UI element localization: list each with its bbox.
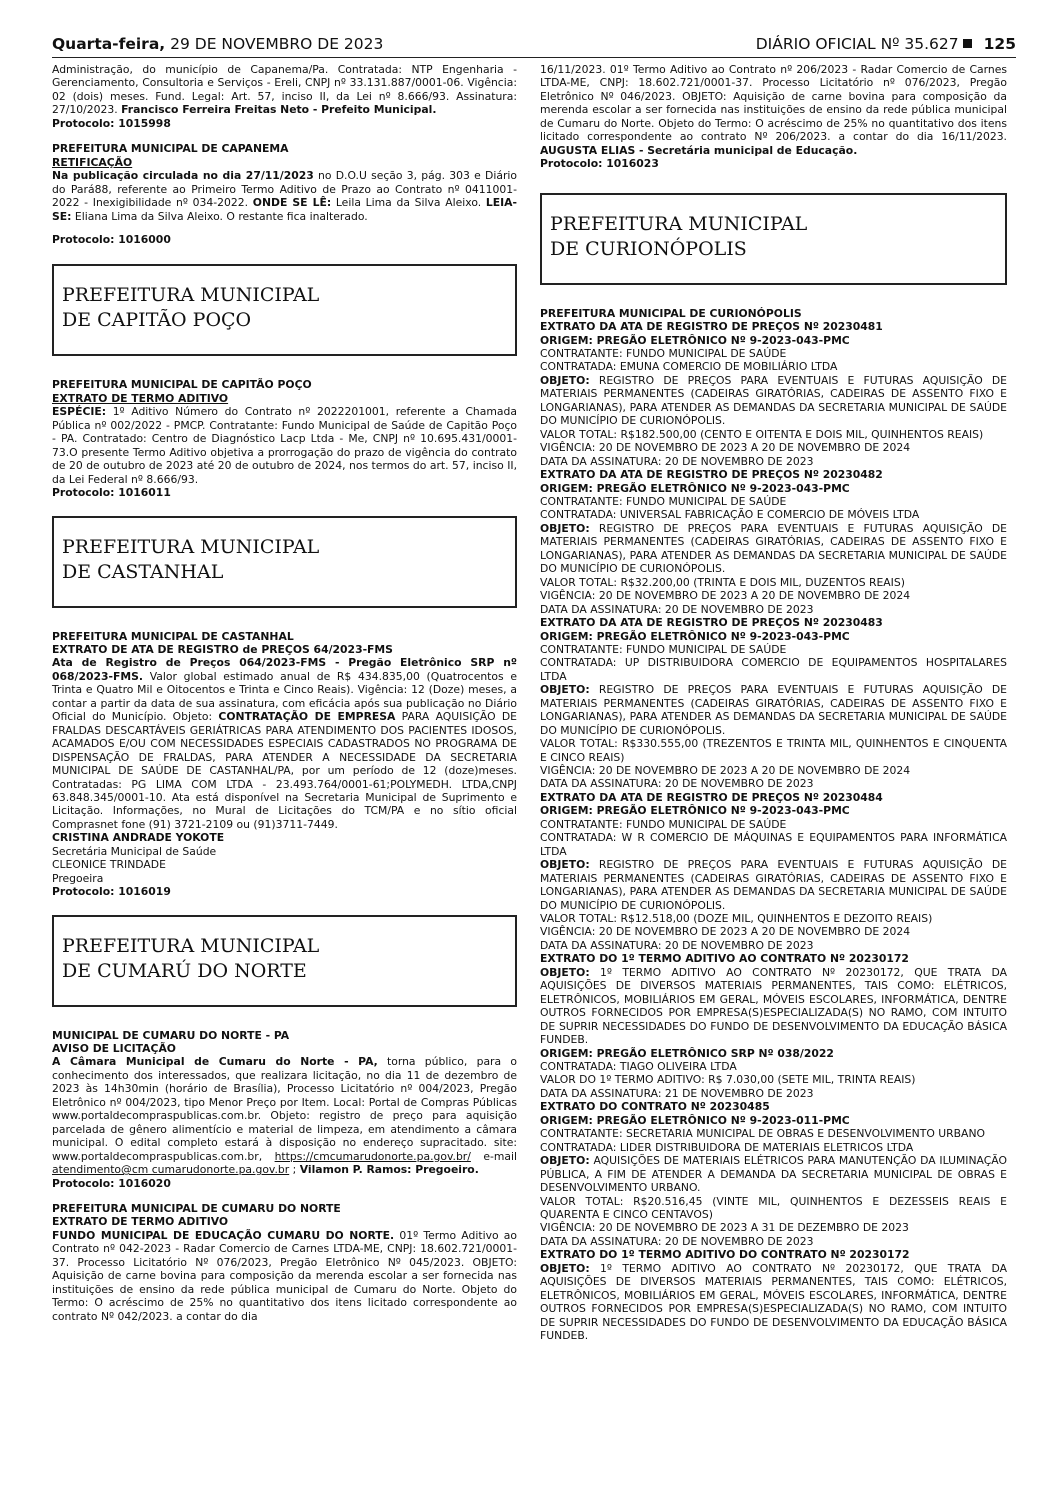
header-journal: DIÁRIO OFICIAL Nº 35.627 125 [755, 35, 1016, 53]
assinatura: DATA DA ASSINATURA: 21 DE NOVEMBRO DE 2023 [540, 1086, 814, 1100]
contratada: CONTRATADA: LIDER DISTRIBUIDORA DE MATERIAIS ELETRICOS LTDA [540, 1140, 914, 1154]
left-column [52, 63, 517, 1323]
box-capitao-poco: PREFEITURA MUNICIPAL DE CAPITÃO POÇO [52, 264, 517, 356]
section-title: PREFEITURA MUNICIPAL DE CUMARU DO NORTE [52, 1202, 341, 1216]
section-title: PREFEITURA MUNICIPAL DE CAPITÃO POÇO [52, 378, 312, 392]
signature-role: Secretária Municipal de Saúde [52, 844, 217, 858]
section-subtitle: AVISO DE LICITAÇÃO [52, 1042, 176, 1056]
assinatura: DATA DA ASSINATURA: 20 DE NOVEMBRO DE 2023 [540, 1234, 814, 1248]
contratante: CONTRATANTE: FUNDO MUNICIPAL DE SAÚDE [540, 494, 787, 508]
protocol: Protocolo: 1016000 [52, 232, 171, 246]
vigencia: VIGÊNCIA: 20 DE NOVEMBRO DE 2023 A 20 DE NOVEMBRO DE 2024 [540, 925, 911, 939]
cumaru-extrato-text: FUNDO MUNICIPAL DE EDUCAÇÃO CUMARU DO NORTE. 01º Termo Aditivo ao Contrato nº 042-2023 - Radar Comercio de Carnes LTDA-ME, CNPJ: 18.602.721/0001-37. Processo Licitatório Nº 076/2023, Pregão Eletrônico Nº 045/2023. OBJETO: Aquisição de carne bovina para composição da merenda escolar a ser fornecida nas instituições de ensino da rede pública municipal de Cumaru do Norte. Objeto do Termo: O acréscimo de 25% no quantitativo dos itens licitado correspondente ao contrato Nº 042/2023. a contar do dia [52, 1228, 517, 1323]
ata-origin: ORIGEM: PREGÃO ELETRÔNICO Nº 9-2023-043-PMC [540, 481, 850, 495]
header-rule [52, 57, 1016, 58]
ata-origin: ORIGEM: PREGÃO ELETRÔNICO Nº 9-2023-043-PMC [540, 333, 850, 347]
assinatura: DATA DA ASSINATURA: 20 DE NOVEMBRO DE 2023 [540, 602, 814, 616]
ata-origin: ORIGEM: PREGÃO ELETRÔNICO Nº 9-2023-043-PMC [540, 804, 850, 818]
capitao-text: ESPÉCIE: 1º Aditivo Número do Contrato nº 2022201001, referente a Chamada Pública nº 002/2022 - PMCP. Contratante: Fundo Municipal de Saúde de Capitão Poço - PA. Contratado: Centro de Diagnóstico Lacp Ltda - Me, CNPJ nº 10.695.431/0001-73.O presente Termo Aditivo objetiva a prorrogação do prazo de vigência do contrato de 20 de outubro de 2023 até 20 de outubro de 2024, nos termos do art. 57, inciso II, da Lei Federal nº 8.666/93. [52, 405, 517, 486]
section-title: PREFEITURA MUNICIPAL DE CASTANHAL [52, 629, 294, 643]
valor: VALOR DO 1º TERMO ADITIVO: R$ 7.030,00 (SETE MIL, TRINTA REAIS) [540, 1073, 916, 1087]
protocol: Protocolo: 1016020 [52, 1176, 171, 1190]
box-curionopolis: PREFEITURA MUNICIPAL DE CURIONÓPOLIS [540, 193, 1007, 285]
ata-title: EXTRATO DA ATA DE REGISTRO DE PREÇOS Nº 20230482 [540, 468, 883, 482]
castanhal-text: Ata de Registro de Preços 064/2023-FMS - Pregão Eletrônico SRP nº 068/2023-FMS. Valor global estimado anual de R$ 434.835,00 (Quatrocentos e Trinta e Quatro Mil e Oitocentos e Trinta e Cinco Reais). Vigência: 12 (Doze) meses, a contar a partir da data de sua assinatura, com eficácia após sua publicação no Diário Oficial do Município. Objeto: CONTRATAÇÃO DE EMPRESA PARA AQUISIÇÃO DE FRALDAS DESCARTÁVEIS GERIÁTRICAS PARA ATENDIMENTO DOS PACIENTES IDOSOS, ACAMADOS E/OU COM NECESSIDADES ESPECIAIS CADASTRADOS NO PROGRAMA DE DISPENSAÇÃO DE FRALDAS, PARA ATENDER A NECESSIDADE DA SECRETARIA MUNICIPAL DE SAÚDE DE CASTANHAL/PA, por um período de 12 (doze)meses. Contratadas: PG LIMA COM LTDA - 23.493.764/0001-61;POLYMEDH. LTDA,CNPJ 63.848.345/0001-10. Ata está disponível na Secretaria Municipal de Suprimento e Licitação. Informações, no Mural de Licitações do TCM/PA e no sítio oficial Comprasnet fone (91) 3721-2109 ou (91)3711-7449. [52, 656, 517, 831]
assinatura: DATA DA ASSINATURA: 20 DE NOVEMBRO DE 2023 [540, 454, 814, 468]
signature-name: CLEONICE TRINDADE [52, 858, 166, 872]
vigencia: VIGÊNCIA: 20 DE NOVEMBRO DE 2023 A 20 DE NOVEMBRO DE 2024 [540, 589, 911, 603]
objeto: OBJETO: REGISTRO DE PREÇOS PARA EVENTUAIS E FUTURAS AQUISIÇÃO DE MATERIAIS PERMANENTES (CADEIRAS GIRATÓRIAS, CADEIRAS DE ASSENTO FIXO E LONGARIANAS), PARA ATENDER AS DEMANDAS DA SECRETARIA MUNICIPAL DE SAÚDE DO MUNICÍPIO DE CURIONÓPOLIS. [540, 858, 1007, 912]
protocol: Protocolo: 1016011 [52, 486, 171, 500]
header-date: Quarta-feira, 29 DE NOVEMBRO DE 2023 [52, 35, 384, 53]
signature-role: Pregoeira [52, 871, 104, 885]
valor: VALOR TOTAL: R$12.518,00 (DOZE MIL, QUINHENTOS E DEZOITO REAIS) [540, 912, 933, 926]
valor: VALOR TOTAL: R$20.516,45 (VINTE MIL, QUINHENTOS E DEZESSEIS REAIS E QUARENTA E CINCO CENTAVOS) [540, 1194, 1007, 1221]
section-subtitle: RETIFICAÇÃO [52, 155, 133, 169]
page-number: 125 [983, 35, 1016, 53]
contratada: CONTRATADA: TIAGO OLIVEIRA LTDA [540, 1060, 737, 1073]
vigencia: VIGÊNCIA: 20 DE NOVEMBRO DE 2023 A 20 DE NOVEMBRO DE 2024 [540, 764, 911, 778]
contratante: CONTRATANTE: SECRETARIA MUNICIPAL DE OBRAS E DESENVOLVIMENTO URBANO [540, 1127, 986, 1141]
section-title: MUNICIPAL DE CUMARU DO NORTE - PA [52, 1028, 290, 1042]
capanema-continuation: Administração, do município de Capanema/Pa. Contratada: NTP Engenharia - Gerenciamento, Consultoria e Serviços - Ereli, CNPJ nº 33.131.887/0001-06. Vigência: 02 (dois) meses. Fund. Legal: Art. 57, inciso II, da Lei nº 8.666/93. Assinatura: 27/10/2023. Francisco Ferreira Freitas Neto - Prefeito Municipal. [52, 63, 517, 117]
box-cumaru: PREFEITURA MUNICIPAL DE CUMARÚ DO NORTE [52, 915, 517, 1007]
assinatura: DATA DA ASSINATURA: 20 DE NOVEMBRO DE 2023 [540, 777, 814, 791]
signature-name: CRISTINA ANDRADE YOKOTE [52, 831, 225, 845]
page-header [52, 33, 1016, 57]
ata-title: EXTRATO DA ATA DE REGISTRO DE PREÇOS Nº 20230483 [540, 616, 883, 630]
protocol: Protocolo: 1016023 [540, 157, 659, 171]
objeto: OBJETO: AQUISIÇÕES DE MATERIAIS ELÉTRICOS PARA MANUTENÇÃO DA ILUMINAÇÃO PÚBLICA, A FIM DE ATENDER A DEMANDA DA SECRETARIA MUNICIPAL DE OBRAS E DESENVOLVIMENTO URBANO. [540, 1154, 1007, 1195]
contrato-origin: ORIGEM: PREGÃO ELETRÔNICO Nº 9-2023-011-PMC [540, 1113, 850, 1127]
section-subtitle: EXTRATO DE TERMO ADITIVO [52, 1215, 229, 1229]
link-site[interactable]: https://cmcumarudonorte.pa.gov.br/ [274, 1149, 471, 1163]
termo-title: EXTRATO DO 1º TERMO ADITIVO AO CONTRATO Nº 20230172 [540, 952, 909, 966]
section-subtitle: EXTRATO DE TERMO ADITIVO [52, 391, 229, 405]
objeto: OBJETO: REGISTRO DE PREÇOS PARA EVENTUAIS E FUTURAS AQUISIÇÃO DE MATERIAIS PERMANENTES (CADEIRAS GIRATÓRIAS, CADEIRAS DE ASSENTO FIXO E LONGARIANAS), PARA ATENDER AS DEMANDAS DA SECRETARIA MUNICIPAL DE SAÚDE DO MUNICÍPIO DE CURIONÓPOLIS. [540, 521, 1007, 576]
section-title: PREFEITURA MUNICIPAL DE CURIONÓPOLIS [540, 306, 802, 320]
objeto: OBJETO: 1º TERMO ADITIVO AO CONTRATO Nº 20230172, QUE TRATA DA AQUISIÇÕES DE DIVERSOS MATERIAIS PERMANENTES, TAIS COMO: ELÉTRICOS, ELETRÔNICOS, MOBILIÁRIOS EM GERAL, MÓVEIS ESCOLARES, INFORMÁTICA, DENTRE OUTROS FORNECIDOS POR EMPRESA(S)ESPECIALIZADA(S) NO RAMO, COM INTUITO DE SUPRIR NECESSIDADES DO FUNDO DE DESENVOLVIMENTO DA EDUCAÇÃO BÁSICA FUNDEB. [540, 1261, 1007, 1343]
contratante: CONTRATANTE: FUNDO MUNICIPAL DE SAÚDE [540, 817, 787, 831]
contratada: CONTRATADA: UP DISTRIBUIDORA COMERCIO DE EQUIPAMENTOS HOSPITALARES LTDA [540, 656, 1007, 683]
cumaru-continuation: 16/11/2023. 01º Termo Aditivo ao Contrato nº 206/2023 - Radar Comercio de Carnes LTDA-ME, CNPJ: 18.602.721/0001-37. Processo Licitatório nº 076/2023, Pregão Eletrônico Nº 046/2023. OBJETO: Aquisição de carne bovina para composição da merenda escolar a ser fornecida nas instituições de ensino da rede pública municipal de Cumaru do Norte. Objeto do Termo: O acréscimo de 25% no quantitativo dos itens licitado correspondente ao contrato Nº 206/2023. a contar do dia 16/11/2023. AUGUSTA ELIAS - Secretária municipal de Educação. [540, 63, 1007, 157]
ata-title: EXTRATO DA ATA DE REGISTRO DE PREÇOS Nº 20230484 [540, 790, 883, 804]
square-bullet-icon [963, 39, 972, 48]
section-subtitle: EXTRATO DE ATA DE REGISTRO de PREÇOS 64/2023-FMS [52, 642, 393, 656]
termo-origin: ORIGEM: PREGÃO ELETRÔNICO SRP Nº 038/2022 [540, 1046, 834, 1060]
protocol: Protocolo: 1015998 [52, 116, 171, 130]
box-castanhal: PREFEITURA MUNICIPAL DE CASTANHAL [52, 516, 517, 608]
objeto: OBJETO: REGISTRO DE PREÇOS PARA EVENTUAIS E FUTURAS AQUISIÇÃO DE MATERIAIS PERMANENTES (CADEIRAS GIRATÓRIAS, CADEIRAS DE ASSENTO FIXO E LONGARIANAS), PARA ATENDER AS DEMANDAS DA SECRETARIA MUNICIPAL DE SAÚDE DO MUNICÍPIO DE CURIONÓPOLIS. [540, 373, 1007, 428]
objeto: OBJETO: REGISTRO DE PREÇOS PARA EVENTUAIS E FUTURAS AQUISIÇÃO DE MATERIAIS PERMANENTES (CADEIRAS GIRATÓRIAS, CADEIRAS DE ASSENTO FIXO E LONGARIANAS), PARA ATENDER AS DEMANDAS DA SECRETARIA MUNICIPAL DE SAÚDE DO MUNICÍPIO DE CURIONÓPOLIS. [540, 683, 1007, 737]
contrato-title: EXTRATO DO CONTRATO Nº 20230485 [540, 1100, 770, 1114]
assinatura: DATA DA ASSINATURA: 20 DE NOVEMBRO DE 2023 [540, 938, 814, 952]
contratada: CONTRATADA: EMUNA COMERCIO DE MOBILIÁRIO LTDA [540, 360, 838, 374]
termo-title: EXTRATO DO 1º TERMO ADITIVO DO CONTRATO Nº 20230172 [540, 1248, 910, 1262]
valor: VALOR TOTAL: R$32.200,00 (TRINTA E DOIS MIL, DUZENTOS REAIS) [540, 575, 905, 589]
protocol: Protocolo: 1016019 [52, 885, 171, 899]
ata-origin: ORIGEM: PREGÃO ELETRÔNICO Nº 9-2023-043-PMC [540, 629, 850, 643]
right-column [540, 63, 1007, 1343]
contratante: CONTRATANTE: FUNDO MUNICIPAL DE SAÚDE [540, 642, 787, 656]
valor: VALOR TOTAL: R$330.555,00 (TREZENTOS E TRINTA MIL, QUINHENTOS E CINQUENTA E CINCO REAIS) [540, 737, 1007, 764]
section-title: PREFEITURA MUNICIPAL DE CAPANEMA [52, 142, 289, 156]
ata-title: EXTRATO DA ATA DE REGISTRO DE PREÇOS Nº 20230481 [540, 320, 883, 334]
cumaru-aviso-text: A Câmara Municipal de Cumaru do Norte - PA, torna público, para o conhecimento dos interessados, que realizara licitação, no dia 11 de dezembro de 2023 às 14h30min (horário de Brasília), Processo Licitatório nº 004/2023, Pregão Eletrônico nº 004/2023, tipo Menor Preço por Item. Local: Portal de Compras Públicas www.portaldecompraspublicas.com.br. Objeto: registro de preço para aquisição parcelada de gênero alimentício e material de limpeza, em atendimento a câmara municipal. O edital completo estará à disposição no endereço supracitado. site: www.portaldecompraspublicas.com.br, https://cmcumarudonorte.pa.gov.br/ e-mail atendimento@cm cumarudonorte.pa.gov.br ; Vilamon P. Ramos: Pregoeiro. [52, 1055, 517, 1177]
objeto: OBJETO: 1º TERMO ADITIVO AO CONTRATO Nº 20230172, QUE TRATA DA AQUISIÇÕES DE DIVERSOS MATERIAIS PERMANENTES, TAIS COMO: ELÉTRICOS, ELETRÔNICOS, MOBILIÁRIOS EM GERAL, MÓVEIS ESCOLARES, INFORMÁTICA, DENTRE OUTROS FORNECIDOS POR EMPRESA(S)ESPECIALIZADA(S) NO RAMO, COM INTUITO DE SUPRIR NECESSIDADES DO FUNDO DE DESENVOLVIMENTO DA EDUCAÇÃO BÁSICA FUNDEB. [540, 965, 1007, 1047]
valor: VALOR TOTAL: R$182.500,00 (CENTO E OITENTA E DOIS MIL, QUINHENTOS REAIS) [540, 427, 984, 441]
retification-text: Na publicação circulada no dia 27/11/2023 no D.O.U seção 3, pág. 303 e Diário do Pará88, referente ao Primeiro Termo Aditivo de Prazo ao Contrato nº 0411001-2022 - Inexigibilidade nº 034-2022. ONDE SE LÊ: Leila Lima da Silva Aleixo. LEIA-SE: Eliana Lima da Silva Aleixo. O restante fica inalterado. [52, 169, 517, 223]
contratada: CONTRATADA: UNIVERSAL FABRICAÇÃO E COMERCIO DE MÓVEIS LTDA [540, 508, 920, 522]
vigencia: VIGÊNCIA: 20 DE NOVEMBRO DE 2023 A 31 DE DEZEMBRO DE 2023 [540, 1221, 909, 1235]
link-email[interactable]: atendimento@cm cumarudonorte.pa.gov.br [52, 1163, 290, 1177]
contratante: CONTRATANTE: FUNDO MUNICIPAL DE SAÚDE [540, 346, 787, 360]
vigencia: VIGÊNCIA: 20 DE NOVEMBRO DE 2023 A 20 DE NOVEMBRO DE 2024 [540, 441, 911, 455]
contratada: CONTRATADA: W R COMERCIO DE MÁQUINAS E EQUIPAMENTOS PARA INFORMÁTICA LTDA [540, 831, 1007, 858]
